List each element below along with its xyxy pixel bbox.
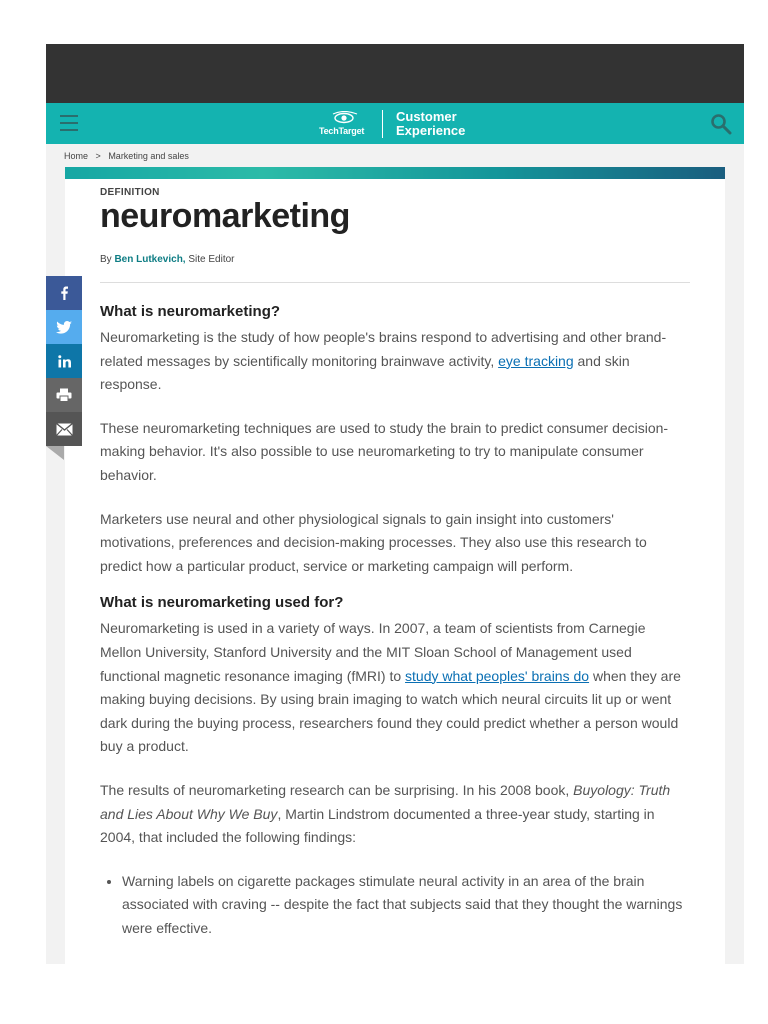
eye-icon: [331, 111, 361, 125]
techtarget-logo: [319, 109, 369, 139]
site-name: [396, 110, 465, 138]
site-name-line2: Experience: [396, 123, 466, 138]
ad-banner: [46, 44, 744, 103]
paragraph-3: Marketers use neural and other physiological signals to gain insight into customers' motivations, preferences and decision-making processes. They also use this research to predict how a particular product, service or marketing campaign will perform.: [100, 510, 647, 574]
article-kicker: DEFINITION: [100, 187, 160, 198]
print-icon[interactable]: [46, 378, 82, 412]
author-role: Site Editor: [188, 254, 235, 265]
article-card: [65, 167, 725, 964]
brand-small: TechTarget: [319, 126, 365, 136]
list-item: • Warning labels on cigarette packages stimulate neural activity in an area of the brain associated with craving -- despite the fact that subjects said that they thought the warnings were effective.: [122, 870, 690, 941]
article-body: [100, 303, 690, 940]
breadcrumb-section[interactable]: Marketing and sales: [108, 151, 189, 161]
top-nav: [46, 103, 744, 144]
divider: [100, 282, 690, 283]
p1-text-b: and skin response.: [100, 352, 630, 393]
paragraph-5: [100, 779, 690, 850]
section-heading-used: What is neuromarketing used for?: [100, 594, 344, 612]
paragraph-1: [100, 326, 690, 397]
twitter-icon[interactable]: [46, 310, 82, 344]
page-frame: [46, 44, 744, 964]
linkedin-icon[interactable]: [46, 344, 82, 378]
email-icon[interactable]: [46, 412, 82, 446]
share-bar: [46, 276, 82, 460]
paragraph-2: These neuromarketing techniques are used to study the brain to predict consumer decision-making behavior. It's also possible to use neuromarketing to try to manipulate consumer behavior.: [100, 419, 669, 483]
eye-tracking-link[interactable]: eye tracking: [498, 352, 574, 369]
section-heading-what: What is neuromarketing?: [100, 303, 281, 320]
brain-study-link[interactable]: study what peoples' brains do: [405, 667, 590, 684]
byline-prefix: By: [100, 254, 112, 265]
p4-text-a: Neuromarketing is used in a variety of ways. In 2007, a team of scientists from Carnegie Mellon University, Stanford University and the MIT Sloan School of Management used functional magnetic resonance imaging (fMRI) to: [100, 620, 646, 684]
author-link[interactable]: Ben Lutkevich,: [114, 254, 186, 265]
facebook-icon[interactable]: [46, 276, 82, 310]
p5-text-b: , Martin Lindstrom documented a three-year study, starting in 2004, that included the following findings:: [100, 805, 655, 846]
breadcrumb-separator: >: [95, 151, 101, 161]
breadcrumb-home[interactable]: Home: [64, 151, 89, 161]
book-title: Buyology: Truth and Lies About Why We Buy: [100, 781, 671, 822]
p1-text-a: Neuromarketing is the study of how people's brains respond to advertising and other brand-related messages by scientifically monitoring brainwave activity,: [100, 329, 667, 369]
menu-icon[interactable]: [60, 115, 78, 131]
paragraph-4: [100, 617, 690, 759]
site-name-line1: Customer: [396, 109, 457, 124]
page-title: neuromarketing: [100, 197, 350, 235]
search-icon[interactable]: [710, 113, 732, 135]
p4-text-b: when they are making buying decisions. By using brain imaging to watch which neural circuits lit up or went dark during the buying process, researchers found they could predict whether a person would buy a product.: [100, 667, 681, 755]
logo-divider: [382, 110, 383, 138]
p5-text-a: The results of neuromarketing research can be surprising. In his 2008 book,: [100, 781, 574, 798]
breadcrumb: [64, 151, 189, 161]
share-bar-fold: [46, 446, 64, 460]
site-logo[interactable]: [319, 109, 479, 139]
byline: [100, 254, 235, 265]
findings-list: [100, 870, 690, 941]
accent-bar: [65, 167, 725, 179]
